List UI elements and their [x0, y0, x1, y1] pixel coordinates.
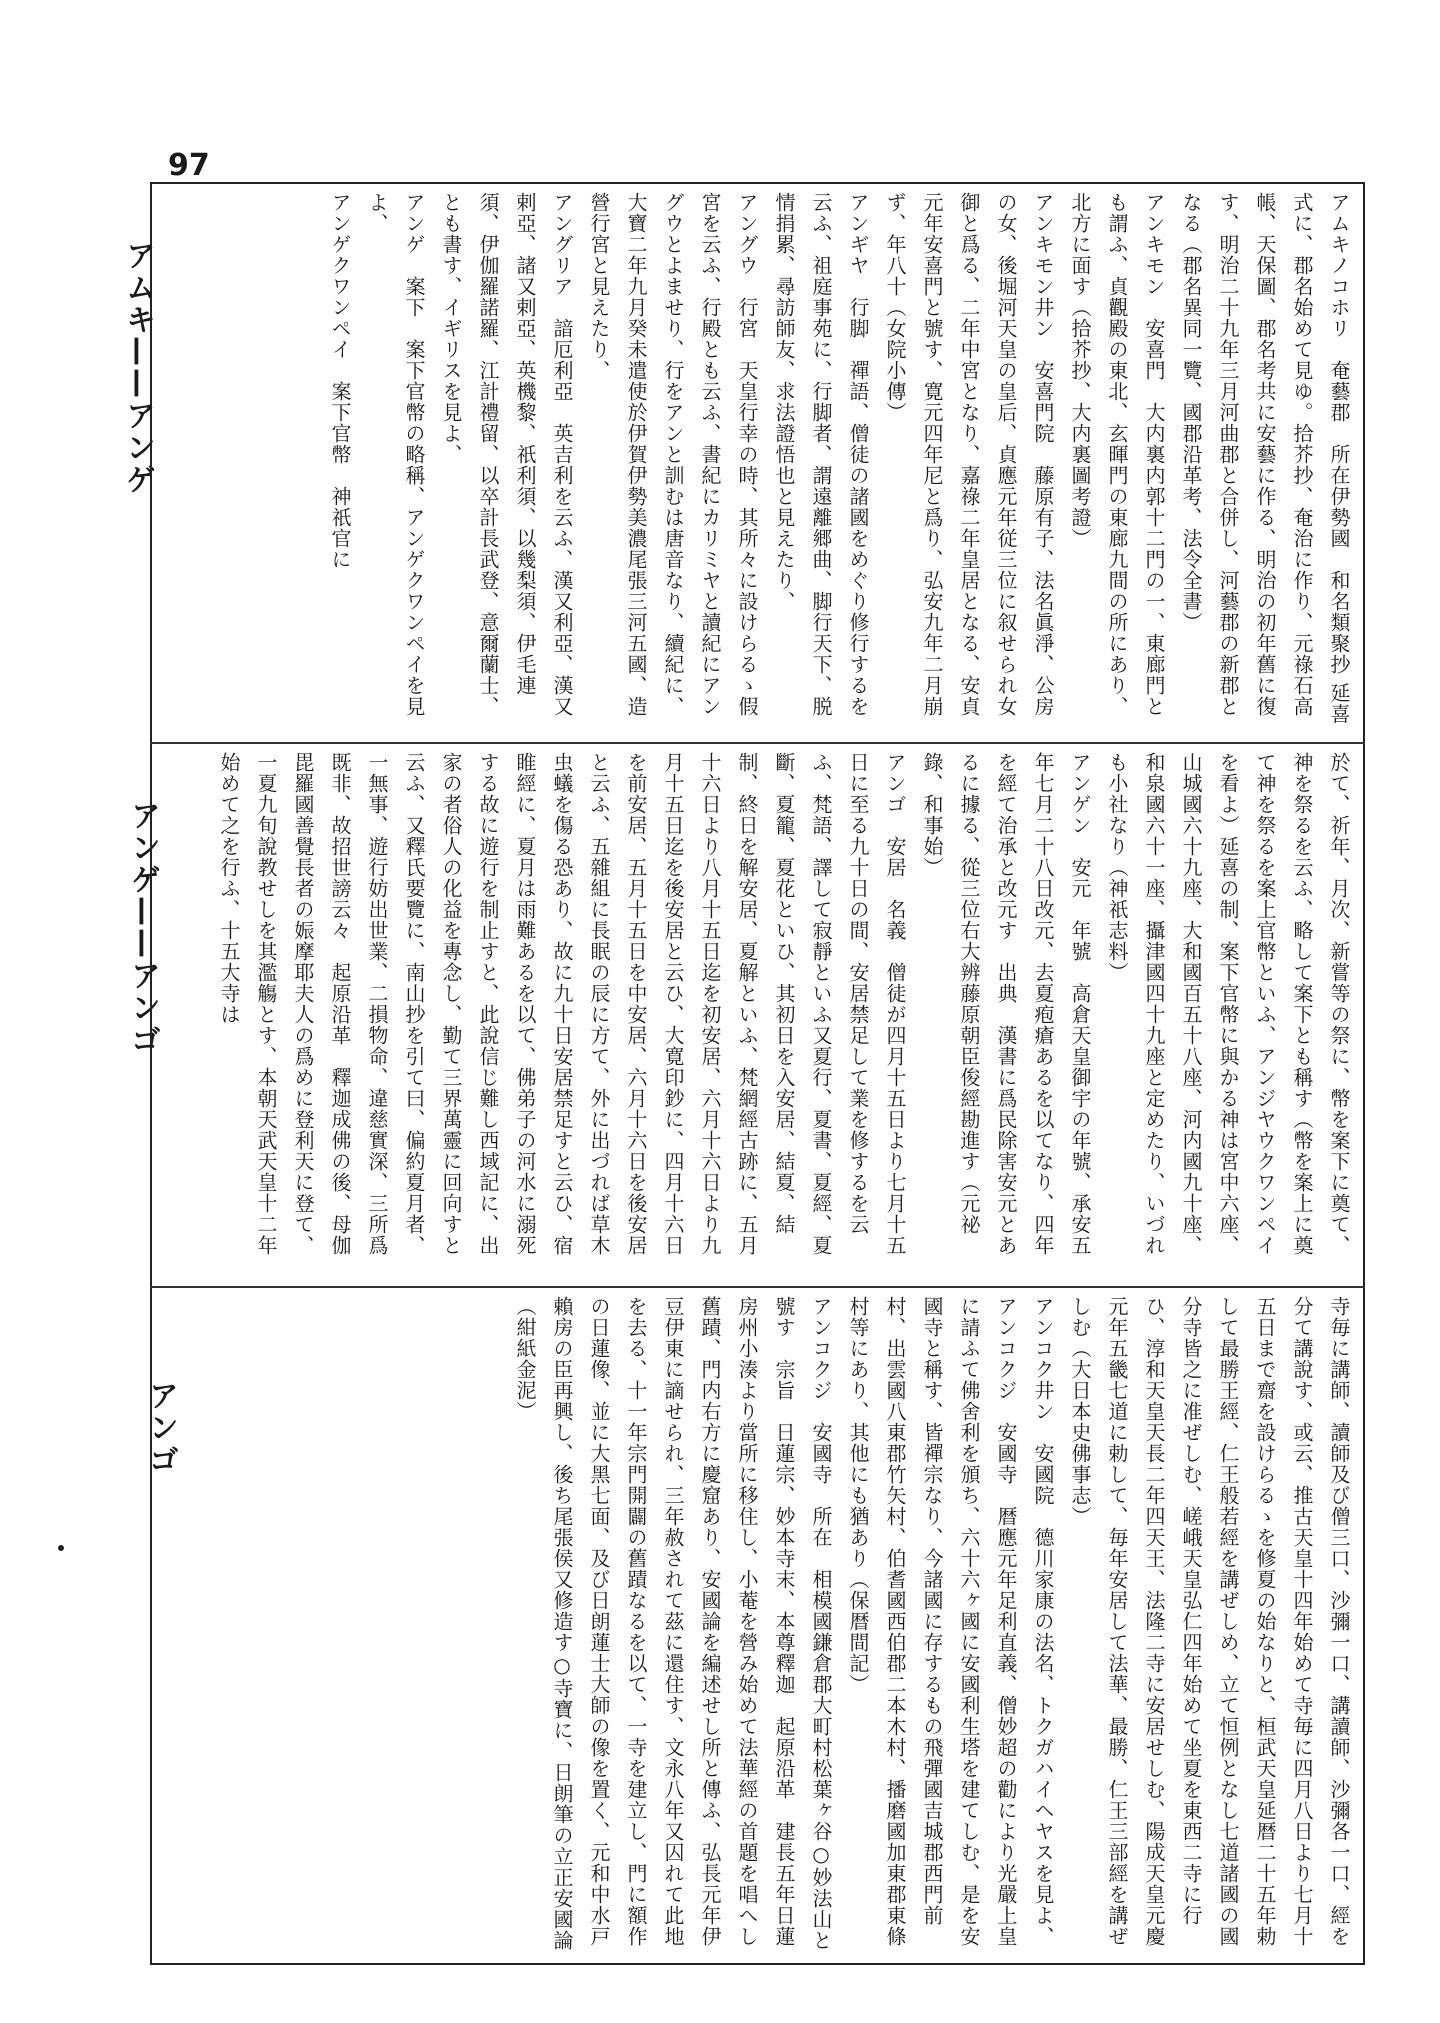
page-number: 97: [168, 148, 210, 183]
band-3-text: 寺毎に講師、讀師及び僧三口、沙彌一口、講讀師、沙彌各一口、經を分て講說す、或云、推古天皇十四年始めて寺毎に四月八日より七月十五日まで齋を設けらるゝを修夏の始なりと、桓武天皇延暦二十五年勅して最勝王經、仁王般若經を講ぜしめ、立て恒例となし七道諸國の國分寺皆之に准ぜしむ、嵯峨天皇弘仁四年始めて坐夏を東西二寺に行ひ、淳和天皇天長二年四天王、法隆二寺に安居せしむ、陽成天皇元慶元年五畿七道に勅して、毎年安居して法華、最勝、仁王三部經を講ぜしむ（大日本史佛事志） アンコク井ン 安國院 德川家康の法名、トクガハイヘヤスを見よ、 アンコクジ 安國寺 暦應元年足利直義、僧妙超の勸により光嚴上皇に請ふて佛舍利を頒ち、六十六ヶ國に安國利生塔を建てしむ、是を安國寺と稱す、皆禪宗なり、今諸國に存するもの飛彈國吉城郡西門前村、出雲國八東郡竹矢村、伯耆國西伯郡二本木村、播磨國加東郡東條村等にあり、其他にも猶あり（保暦間記） アンコクジ 安國寺 所在 相模國鎌倉郡大町村松葉ヶ谷○妙法山と號す 宗旨 日蓮宗、妙本寺末、本尊釋迦 起原沿革 建長五年日蓮房州小湊より當所に移住し、小菴を營み始めて法華經の首題を唱へし舊蹟、門内右方に慶窟あり、安國論を編述せし所と傳ふ、弘長元年伊豆伊東に謫せられ、三年赦されて茲に還住す、文永八年又囚れて此地を去る、十一年宗門開闢の舊蹟なるを以て、一寺を建立し、門に額作の日蓮像、並に大黑七面、及び日朗蓮士大師の像を置く、元和中水戸賴房の臣再興し、後ち尾張侯又修造す○寺寶に、日朗筆の立正安國論（紺紙金泥）: [513, 1296, 1351, 1951]
text-band-3: [152, 1288, 1363, 1963]
text-band-1: [152, 184, 1363, 740]
running-head-guide-1: アムキ——アンゲ: [120, 240, 155, 496]
text-band-2: [152, 744, 1363, 1284]
margin-mark: [58, 1545, 64, 1551]
running-head-guide-2: アンゲ——アンゴ: [125, 800, 160, 1056]
running-head-guide-3: アンゴ: [143, 1380, 178, 1476]
band-2-text: 於て、祈年、月次、新嘗等の祭に、幣を案下に奠て、神を祭るを云ふ、略して案下とも稱す（幣を案上に奠て神を祭るを案上官幣といふ、アンジヤウクワンペイを看よ）延喜の制、案下官幣に與かる神は宮中六座、山城國六十九座、大和國百五十八座、河内國九十座、和泉國六十一座、攝津國四十九座と定めたり、いづれも小社なり（神祇志料） アンゲン 安元 年號 高倉天皇御宇の年號、承安五年七月二十八日改元、去夏疱瘡あるを以てなり、四年を經て治承と改元す 出典 漢書に爲民除害安元とあるに據る、從三位右大辨藤原朝臣俊經勘進す（元祕錄、和事始） アンゴ 安居 名義 僧徒が四月十五日より七月十五日に至る九十日の間、安居禁足して業を修するを云ふ、梵語、譯して寂靜といふ又夏行、夏書、夏經、夏斷、夏籠、夏花といひ、其初日を入安居、結夏、結制、終日を解安居、夏解といふ、梵網經古跡に、五月十六日より八月十五日迄を初安居、六月十六日より九月十五日迄を後安居と云ひ、大寛印鈔に、四月十六日を前安居、五月十五日を中安居、六月十六日を後安居と云ふ、五雜組に長眠の辰に方て、外に出づれば草木虫蟻を傷る恐あり、故に九十日安居禁足すと云ひ、宿睢經に、夏月は雨難あるを以て、佛弟子の河水に溺死する故に遊行を制止すと、此說信じ難し西域記に、出家の者俗人の化益を專念し、勤て三界萬靈に回向すと云ふ、又釋氏要覽に、南山抄を引て曰、偏約夏月者、一無事、遊行妨出世業、二損物命、違慈實深、三所爲既非、故招世謗云々 起原沿革 釋迦成佛の後、母伽毘羅國善覺長者の娠摩耶夫人の爲めに登利天に登て、一夏九旬說教せしを其濫觴とす、本朝天武天皇十二年始めて之を行ふ、十五大寺は: [217, 752, 1351, 1256]
band-1-text: アムキノコホリ 奄藝郡 所在伊勢國 和名類聚抄 延喜式に、郡名始めて見ゆ。拾芥抄、奄治に作り、元祿石高帳、天保圖、郡名考共に安藝に作る、明治の初年舊に復す、明治二十九年三月河曲郡と合併し、河藝郡の新郡となる（郡名異同一覽、國郡沿革考、法令全書） アンキモン 安喜門 大内裏内郭十二門の一、東廊門とも謂ふ、貞觀殿の東北、玄暉門の東廊九間の所にあり、北方に面す（拾芥抄、大内裏圖考證） アンキモン井ン 安喜門院 藤原有子、法名眞淨、公房の女、後堀河天皇の皇后、貞應元年従三位に叙せられ女御と爲る、二年中宮となり、嘉祿二年皇居となる、安貞元年安喜門と號す、寛元四年尼と爲り、弘安九年二月崩ず、年八十（女院小傳） アンギヤ 行脚 禪語、僧徒の諸國をめぐり修行するを云ふ、祖庭事苑に、行脚者、謂遠離郷曲、脚行天下、脱情捐累、尋訪師友、求法證悟也と見えたり、 アングウ 行宮 天皇行幸の時、其所々に設けらるゝ假宮を云ふ、行殿とも云ふ、書紀にカリミヤと讀紀にアングウとよませり、行をアンと訓むは唐音なり、續紀に、大寶二年九月癸未遣使於伊賀伊勢美濃尾張三河五國、造營行宮と見えたり、 アングリア 諳厄利亞 英吉利を云ふ、漢又利亞、漢又剌亞、諸又剌亞、英機黎、祇利須、以幾梨須、伊毛連須、伊伽羅諾羅、江計禮留、以卒計長武登、意爾蘭士、とも書す、イギリスを見よ、 アンゲ 案下 案下官幣の略稱、アンゲクワンペイを見よ、 アンゲクワンペイ 案下官幣 神祇官に: [328, 192, 1351, 725]
